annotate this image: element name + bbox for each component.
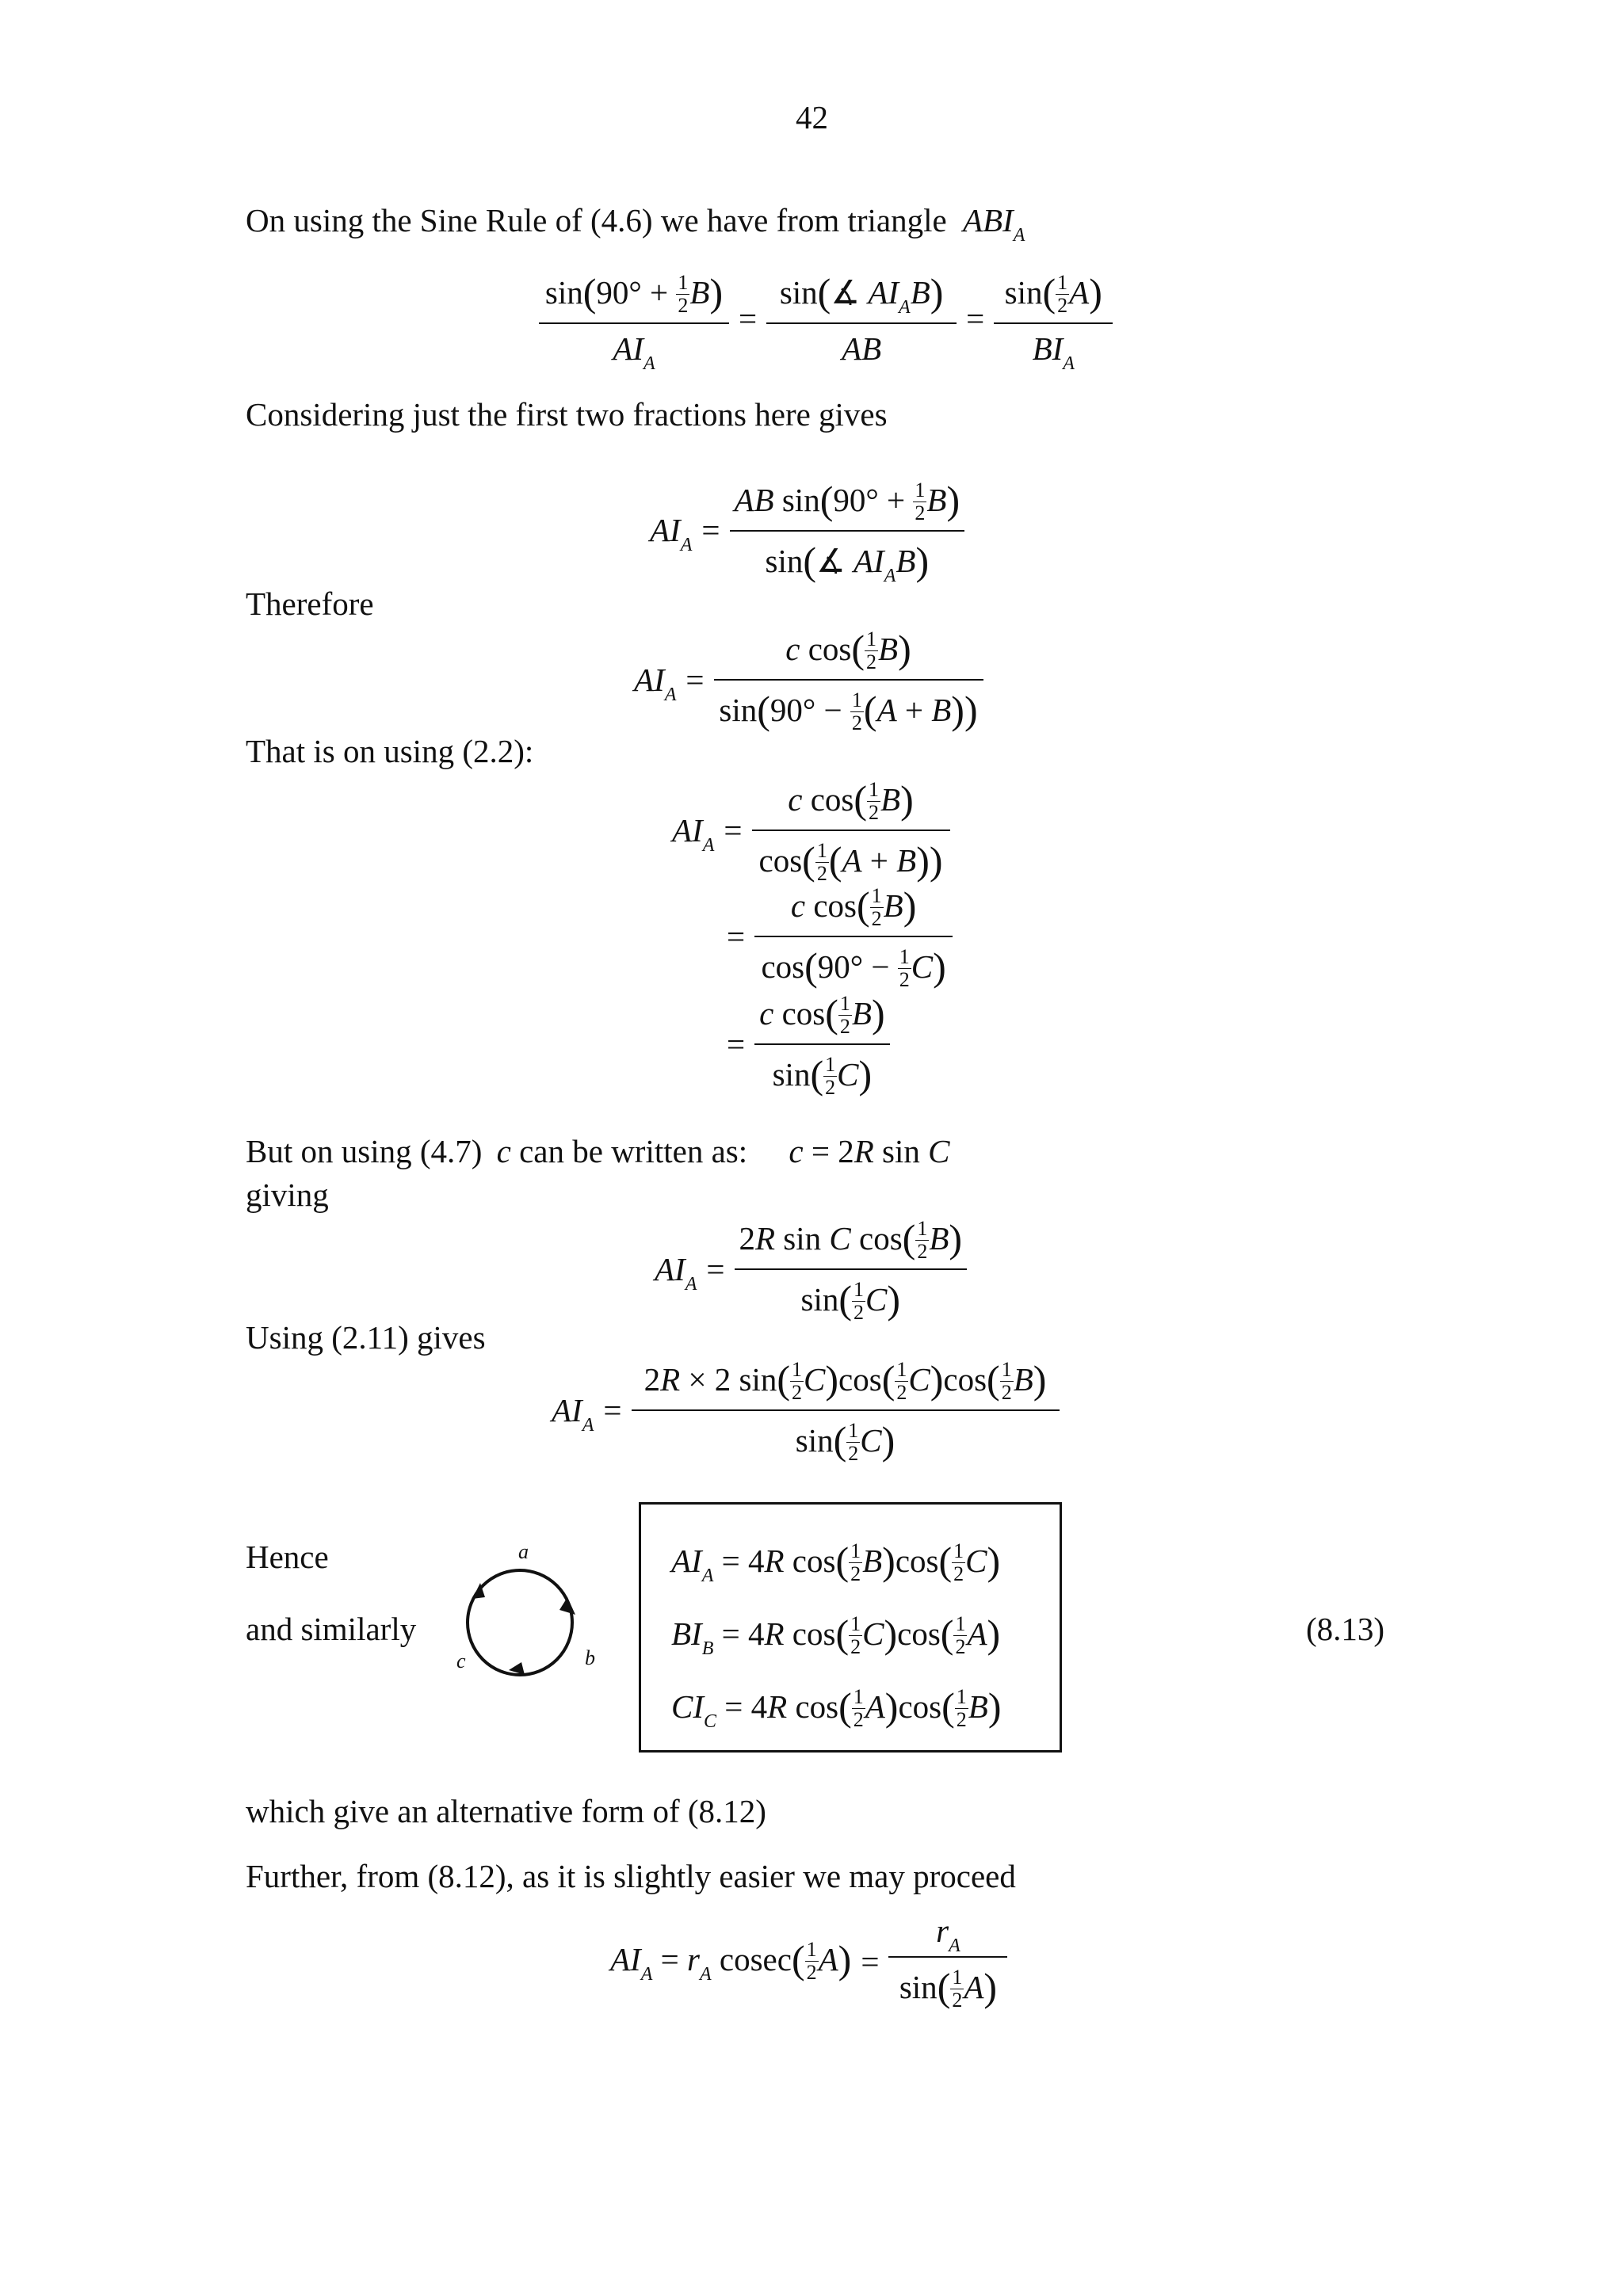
equation-sine-rule: sin(90° + $\frac{1}{2}$ B) $AI_A$ = $\frac{\sin(∡ AI_AB)}{AB}$ = sin( $\frac{1}{2}$ A) $BI_A$	[539, 268, 1113, 369]
cyclic-permutation-diagram	[449, 1551, 591, 1694]
cycle-arrow-a	[559, 1597, 575, 1615]
paragraph-alternative-form: which give an alternative form of (8.12)	[246, 1793, 766, 1829]
cycle-circle	[468, 1570, 572, 1675]
result-ci: $CI_C = 4R$ cos( $\frac{1}{2}$ A)cos( $\frac{1}{2}$ B)	[671, 1684, 1002, 1732]
label-and-similarly: and similarly	[246, 1611, 417, 1647]
paragraph-therefore: Therefore	[246, 585, 374, 622]
paragraph-using-2-11: Using (2.11) gives	[246, 1319, 486, 1356]
equation-ai-4: = c cos( $\frac{1}{2}$ B) cos(90° − $\frac{1}{2}$ C)	[727, 881, 953, 992]
equation-ai-final: $AI_A = r_A$ cosec( $\frac{1}{2}$ A) = $r_A$ sin( $\frac{1}{2}$ A)	[610, 1911, 1007, 2012]
equation-ai-7: $AI_A$ = 2R × 2 sin( $\frac{1}{2}$ C)cos( $\frac{1}{2}$ C)cos( $\frac{1}{2}$ B) sin( $\frac{1}{2}$ C)	[552, 1355, 1060, 1466]
result-bi: $BI_B = 4R$ cos( $\frac{1}{2}$ C)cos( $\frac{1}{2}$ A)	[671, 1611, 1001, 1659]
equation-ai-6: $AI_A$ = 2R sin C cos( $\frac{1}{2}$ B) sin( $\frac{1}{2}$ C)	[655, 1214, 967, 1325]
cycle-label-c: c	[456, 1650, 466, 1672]
equation-ai-1: $AI_A$ = AB sin(90° + $\frac{1}{2}$ B) sin(∡ $AI_AB$)	[650, 475, 964, 586]
paragraph-using-2-2: That is on using (2.2):	[246, 733, 534, 769]
cycle-label-b: b	[585, 1646, 595, 1669]
page-number: 42	[796, 99, 828, 135]
paragraph-first-two-fractions: Considering just the first two fractions here gives	[246, 396, 888, 433]
cycle-label-a: a	[518, 1540, 529, 1563]
paragraph-sine-rule: On using the Sine Rule of (4.6) we have from triangle $ABI_A$	[246, 202, 1025, 246]
boxed-result-8-13	[639, 1502, 1062, 1753]
label-hence: Hence	[246, 1539, 329, 1575]
equation-ai-2: $AI_A$ = c cos( $\frac{1}{2}$ B) sin(90° − $\frac{1}{2}$ (A + B))	[634, 624, 983, 735]
paragraph-using-4-7: But on using (4.7) c can be written as: c = 2R sin C	[246, 1133, 950, 1169]
equation-ai-5: = c cos( $\frac{1}{2}$ B) sin( $\frac{1}{2}$ C)	[727, 989, 890, 1100]
equation-number: (8.13)	[1306, 1611, 1385, 1647]
paragraph-giving: giving	[246, 1177, 329, 1213]
result-ai: $AI_A = 4R$ cos( $\frac{1}{2}$ B)cos( $\frac{1}{2}$ C)	[671, 1539, 1001, 1586]
paragraph-further: Further, from (8.12), as it is slightly easier we may proceed	[246, 1858, 1016, 1894]
equation-ai-3: $AI_A$ = c cos( $\frac{1}{2}$ B) cos( $\frac{1}{2}$ (A + B))	[672, 775, 950, 886]
